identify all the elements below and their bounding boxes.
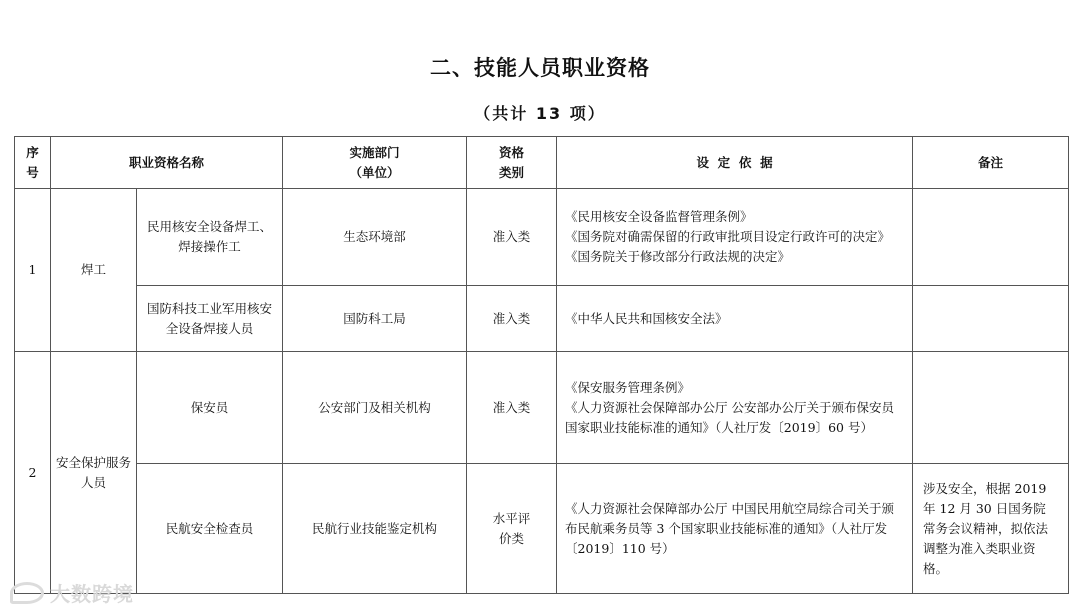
header-category-line2: 类别: [499, 164, 525, 180]
table-row: [15, 286, 1069, 352]
qualification-name: 保安员: [137, 352, 283, 464]
watermark-text: 大数跨境: [50, 582, 134, 606]
table-row: [15, 352, 1069, 464]
qualification-category: 准入类: [467, 286, 557, 352]
header-remark: 备注: [913, 137, 1069, 189]
header-dept-line1: 实施部门: [349, 144, 400, 160]
implementing-dept: 民航行业技能鉴定机构: [283, 464, 467, 594]
qualification-category: 水平评价类: [467, 464, 557, 594]
implementing-dept: 国防科工局: [283, 286, 467, 352]
legal-basis: 《民用核安全设备监督管理条例》 《国务院对确需保留的行政审批项目设定行政许可的决定》 《国务院关于修改部分行政法规的决定》: [557, 189, 913, 286]
legal-basis: 《中华人民共和国核安全法》: [557, 286, 913, 352]
row-no: 1: [15, 189, 51, 352]
table-header-row: [15, 137, 1069, 189]
remark: 涉及安全，根据 2019 年 12 月 30 日国务院常务会议精神，拟依法调整为准入类职业资格。: [913, 464, 1069, 594]
qualification-name: 民用核安全设备焊工、焊接操作工: [137, 189, 283, 286]
page-title: 二、技能人员职业资格: [430, 56, 650, 80]
row-group: 焊工: [51, 189, 137, 352]
header-dept: [283, 137, 467, 189]
row-group: 安全保护服务人员: [51, 352, 137, 594]
header-category-line1: 资格: [499, 144, 525, 160]
page-subtitle: （共计 13 项）: [474, 104, 606, 123]
qualification-name: 国防科技工业军用核安全设备焊接人员: [137, 286, 283, 352]
qualification-table: [14, 136, 1069, 594]
implementing-dept: 公安部门及相关机构: [283, 352, 467, 464]
table-row: [15, 464, 1069, 594]
table-row: [15, 189, 1069, 286]
qualification-name: 民航安全检查员: [137, 464, 283, 594]
header-no: 序号: [15, 137, 51, 189]
implementing-dept: 生态环境部: [283, 189, 467, 286]
legal-basis: 《人力资源社会保障部办公厅 中国民用航空局综合司关于颁布民航乘务员等 3 个国家职业技能标准的通知》（人社厅发〔2019〕110 号）: [557, 464, 913, 594]
watermark-logo-icon: [10, 582, 44, 604]
header-dept-line2: （单位）: [349, 164, 400, 180]
header-name: 职业资格名称: [51, 137, 283, 189]
qualification-category: 准入类: [467, 189, 557, 286]
header-category: [467, 137, 557, 189]
qualification-category: 准入类: [467, 352, 557, 464]
remark: [913, 352, 1069, 464]
watermark: [10, 578, 134, 607]
header-basis: 设 定 依 据: [557, 137, 913, 189]
legal-basis: 《保安服务管理条例》 《人力资源社会保障部办公厅 公安部办公厅关于颁布保安员国家职业技能标准的通知》（人社厅发〔2019〕60 号）: [557, 352, 913, 464]
row-no: 2: [15, 352, 51, 594]
remark: [913, 286, 1069, 352]
remark: [913, 189, 1069, 286]
